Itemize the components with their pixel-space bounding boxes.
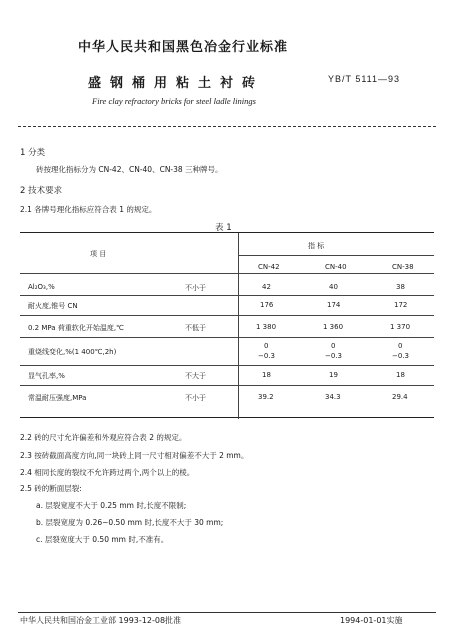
table-row-item: 重烧线变化,%(1 400℃,2h) [28, 348, 117, 356]
row-rule [20, 295, 434, 296]
table-row-item: 显气孔率,% [28, 372, 65, 380]
row-rule [20, 365, 434, 366]
clause-2-5-c: c. 层裂宽度大于 0.50 mm 时,不准有。 [36, 535, 169, 544]
clause-2-5-b: b. 层裂宽度为 0.26~0.50 mm 时,长度不大于 30 mm; [36, 518, 224, 527]
row-rule [20, 385, 434, 386]
table-row-item: Al₂O₃,% [28, 283, 55, 291]
table-cell: 19 [329, 371, 338, 379]
clause-2-4: 2.4 相同长度的裂纹不允许跨过两个,两个以上的棱。 [20, 468, 195, 477]
table-cell: 176 [260, 301, 274, 309]
header-divider [18, 126, 436, 127]
table-cell: 42 [262, 283, 271, 291]
table-cell: 0 [398, 342, 403, 350]
grade-cn40: CN-40 [325, 263, 347, 271]
header-item: 项 目 [90, 250, 107, 258]
row-rule [20, 337, 434, 338]
property-table [20, 232, 434, 418]
industry-standard-heading: 中华人民共和国黑色冶金行业标准 [78, 40, 289, 55]
standard-number: YB/T 5111—93 [328, 74, 401, 84]
table-caption: 表 1 [215, 223, 232, 233]
table-cell: 39.2 [258, 393, 274, 401]
row-rule [20, 315, 434, 316]
table-cell: 1 370 [390, 323, 411, 331]
table-row-item: 常温耐压强度,MPa [28, 394, 87, 402]
approval-note: 中华人民共和国冶金工业部 1993-12-08批准 [20, 616, 182, 625]
document-title-cn: 盛钢桶用粘土衬砖 [88, 76, 265, 91]
grade-cn38: CN-38 [392, 263, 414, 271]
table-row-cond: 不大于 [185, 372, 206, 380]
clause-2-5: 2.5 砖的断面层裂: [20, 484, 82, 493]
col-divider [238, 233, 239, 419]
footer-divider [18, 612, 436, 613]
table-row-item: 耐火度,锥号 CN [28, 302, 78, 310]
table-row-cond: 不小于 [185, 284, 206, 292]
table-cell: 1 380 [256, 323, 277, 331]
section-2-title: 2 技术要求 [20, 186, 63, 196]
section-1-title: 1 分类 [20, 148, 46, 158]
table-cell: 174 [327, 301, 341, 309]
table-row-item: 0.2 MPa 荷重软化开始温度,℃ [28, 324, 124, 332]
clause-2-2: 2.2 砖的尺寸允许偏差和外观应符合表 2 的规定。 [20, 433, 187, 442]
table-cell: 0 [264, 342, 269, 350]
clause-2-1: 2.1 各牌号理化指标应符合表 1 的规定。 [20, 205, 157, 214]
header-bottom-rule [20, 273, 434, 274]
table-row-cond: 不小于 [185, 394, 206, 402]
document-title-en: Fire clay refractory bricks for steel ladle linings [92, 96, 256, 106]
table-cell: 40 [329, 283, 338, 291]
table-cell: 38 [396, 283, 405, 291]
table-cell: 29.4 [392, 393, 408, 401]
section-1-text: 砖按理化指标分为 CN-42、CN-40、CN-38 三种牌号。 [36, 165, 223, 174]
implementation-date: 1994-01-01实施 [340, 616, 403, 625]
table-cell: 0 [331, 342, 336, 350]
table-cell: 34.3 [325, 393, 341, 401]
grade-cn42: CN-42 [258, 263, 280, 271]
header-index: 指 标 [308, 242, 325, 250]
table-cell: 18 [396, 371, 405, 379]
header-sub-rule [238, 255, 434, 256]
table-cell: 172 [394, 301, 408, 309]
table-cell: −0.3 [392, 352, 409, 360]
table-cell: −0.3 [258, 352, 275, 360]
table-cell: −0.3 [325, 352, 342, 360]
table-cell: 1 360 [323, 323, 344, 331]
table-row-cond: 不低于 [185, 324, 206, 332]
clause-2-5-a: a. 层裂宽度不大于 0.25 mm 时,长度不限制; [36, 501, 187, 510]
table-cell: 18 [262, 371, 271, 379]
clause-2-3: 2.3 按砖截面高度方向,同一块砖上同一尺寸相对偏差不大于 2 mm。 [20, 451, 249, 460]
